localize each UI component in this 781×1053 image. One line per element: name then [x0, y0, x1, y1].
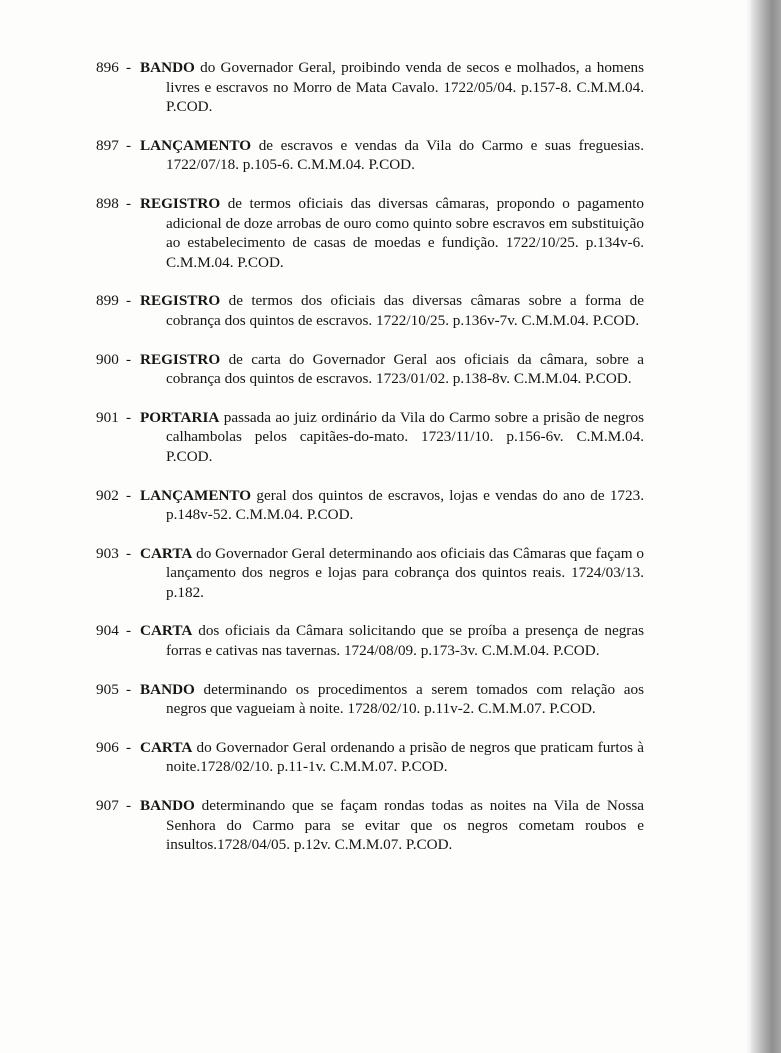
entry-keyword: PORTARIA [140, 408, 220, 426]
entry-separator: - [126, 194, 132, 212]
entry-number: 900 [96, 350, 119, 368]
entry-separator: - [126, 738, 132, 756]
entry-keyword: BANDO [140, 680, 195, 698]
entry-keyword: REGISTRO [140, 350, 221, 368]
entry-number: 901 [96, 408, 119, 426]
entry-separator: - [126, 292, 132, 310]
entry-number: 906 [96, 738, 119, 756]
catalog-entry [96, 291, 644, 330]
entry-text: dos oficiais da Câmara solicitando que se proíba a presença de negras forras e cativas nas tavernas. 1724/08/09. p.173-3v. C.M.M.04. P.COD. [166, 622, 645, 660]
entry-text: do Governador Geral ordenando a prisão de negros que praticam furtos à noite.1728/02/10. p.11-1v. C.M.M.07. P.COD. [166, 738, 644, 776]
entry-text: de carta do Governador Geral aos oficiais da câmara, sobre a cobrança dos quintos de escravos. 1723/01/02. p.138-8v. C.M.M.04. P.COD. [166, 350, 645, 388]
entry-keyword: BANDO [140, 797, 195, 815]
entry-number: 903 [96, 544, 119, 562]
catalog-entry [96, 408, 644, 467]
entry-text: determinando os procedimentos a serem tomados com relação aos negros que vagueiam à noite. 1728/02/10. p.11v-2. C.M.M.07. P.COD. [166, 680, 644, 718]
entry-text: do Governador Geral, proibindo venda de secos e molhados, a homens livres e escravos no Morro de Mata Cavalo. 1722/05/04. p.157-8. C.M.M.04. P.COD. [166, 59, 644, 116]
entry-keyword: LANÇAMENTO [140, 486, 252, 504]
catalog-entry [96, 486, 644, 525]
entry-keyword: CARTA [140, 622, 193, 640]
catalog-entries-list [96, 58, 644, 874]
entry-separator: - [126, 680, 132, 698]
catalog-entry [96, 136, 644, 175]
entry-separator: - [126, 797, 132, 815]
entry-text: de escravos e vendas da Vila do Carmo e suas freguesias. 1722/07/18. p.105-6. C.M.M.04. P.COD. [166, 136, 644, 174]
page-binding-shadow [751, 0, 781, 1053]
entry-number: 905 [96, 680, 119, 698]
entry-separator: - [126, 486, 132, 504]
catalog-entry [96, 350, 644, 389]
entry-text: determinando que se façam rondas todas as noites na Vila de Nossa Senhora do Carmo para se evitar que os negros cometam roubos e insultos.1728/04/05. p.12v. C.M.M.07. P.COD. [166, 797, 645, 854]
entry-keyword: LANÇAMENTO [140, 136, 252, 154]
catalog-entry [96, 796, 644, 855]
entry-text: de termos oficiais das diversas câmaras, propondo o pagamento adicional de doze arrobas de ouro como quinto sobre escravos em substituição ao estabelecimento de casas de moedas e fundição. 1722/10/25. p.134v-6. C.M.M.04. P.COD. [166, 194, 644, 271]
entry-separator: - [126, 59, 132, 76]
entry-text: do Governador Geral determinando aos oficiais das Câmaras que façam o lançamento dos negros e lojas para cobrança dos quintos reais. 1724/03/13. p.182. [166, 544, 645, 601]
entry-separator: - [126, 408, 132, 426]
entry-number: 897 [96, 136, 119, 154]
entry-number: 902 [96, 486, 119, 504]
catalog-entry [96, 621, 644, 660]
entry-separator: - [126, 622, 132, 640]
entry-separator: - [126, 136, 132, 154]
catalog-entry [96, 680, 644, 719]
entry-text: passada ao juiz ordinário da Vila do Carmo sobre a prisão de negros calhambolas pelos capitães-do-mato. 1723/11/10. p.156-6v. C.M.M.04. P.COD. [166, 408, 645, 465]
catalog-entry [96, 194, 644, 272]
entry-number: 898 [96, 194, 119, 212]
entry-keyword: CARTA [140, 738, 193, 756]
catalog-entry [96, 738, 644, 777]
entry-separator: - [126, 544, 132, 562]
entry-keyword: REGISTRO [140, 194, 221, 212]
entry-keyword: REGISTRO [140, 292, 221, 310]
entry-number: 899 [96, 292, 119, 310]
entry-text: de termos dos oficiais das diversas câmaras sobre a forma de cobrança dos quintos de escravos. 1722/10/25. p.136v-7v. C.M.M.04. P.COD. [166, 292, 645, 329]
entry-number: 904 [96, 622, 119, 640]
entry-keyword: BANDO [140, 59, 195, 76]
catalog-entry [96, 58, 644, 117]
entry-text: geral dos quintos de escravos, lojas e vendas do ano de 1723. p.148v-52. C.M.M.04. P.COD. [166, 486, 644, 524]
entry-number: 907 [96, 797, 119, 815]
entry-separator: - [126, 350, 132, 368]
entry-keyword: CARTA [140, 544, 193, 562]
entry-number: 896 [96, 59, 119, 76]
catalog-entry [96, 544, 644, 603]
